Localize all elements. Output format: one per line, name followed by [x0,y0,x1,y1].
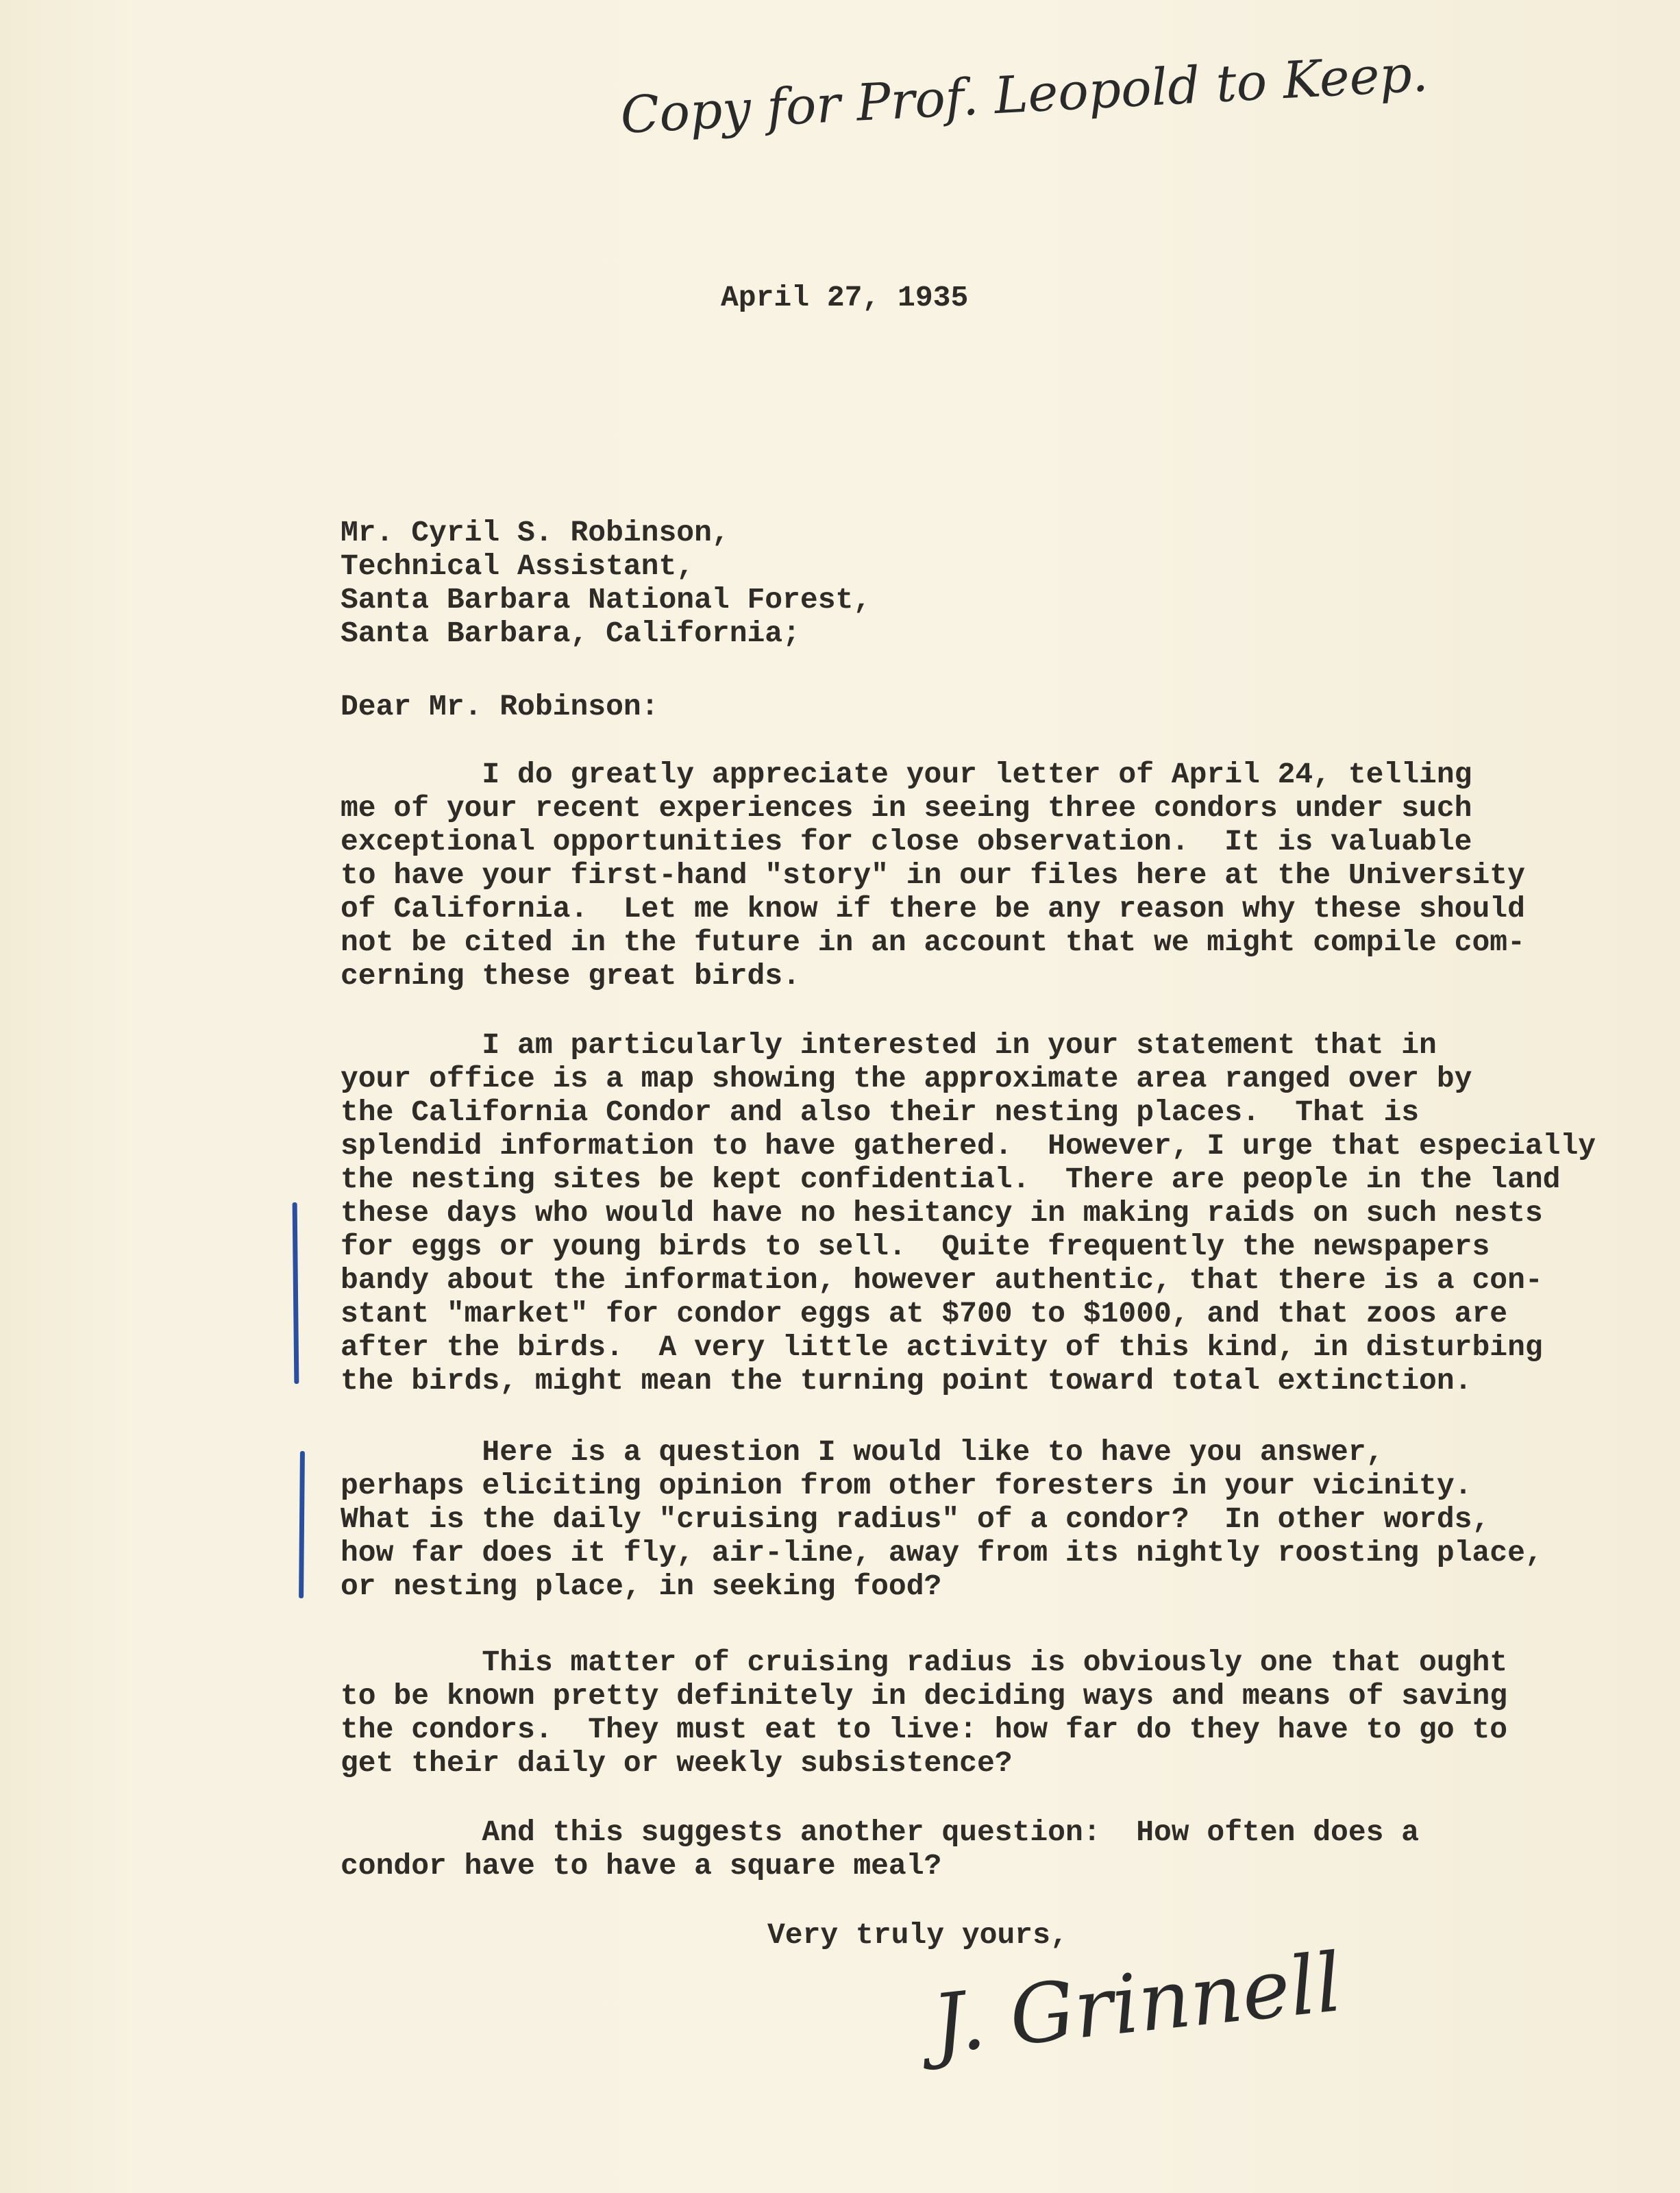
body-line: how far does it fly, air-line, away from its nightly roosting place, [341,1536,1543,1570]
body-line: the birds, might mean the turning point toward total extinction. [341,1364,1472,1398]
body-line: for eggs or young birds to sell. Quite frequently the newspapers [341,1230,1490,1263]
body-line: the condors. They must eat to live: how far do they have to go to [341,1713,1508,1746]
body-line: to be known pretty definitely in deciding ways and means of saving [341,1679,1508,1713]
letter-date: April 27, 1935 [721,281,969,314]
address-line: Santa Barbara National Forest, [341,583,872,617]
body-line: Here is a question I would like to have you answer, [341,1435,1384,1469]
body-line: the nesting sites be kept confidential. There are people in the land [341,1163,1561,1196]
handwritten-annotation: Copy for Prof. Leopold to Keep. [619,44,1430,145]
body-line: get their daily or weekly subsistence? [341,1746,1013,1780]
body-line: stant "market" for condor eggs at $700 to $1000, and that zoos are [341,1297,1508,1330]
body-line: I do greatly appreciate your letter of April 24, telling [341,758,1472,791]
body-line: after the birds. A very little activity of this kind, in disturbing [341,1330,1543,1364]
address-line: Santa Barbara, California; [341,617,800,650]
body-line: perhaps eliciting opinion from other foresters in your vicinity. [341,1469,1472,1502]
body-line: or nesting place, in seeking food? [341,1570,942,1603]
body-line: not be cited in the future in an account that we might compile com- [341,926,1525,959]
address-line: Technical Assistant, [341,549,695,583]
body-line: cerning these great birds. [341,959,800,993]
body-line: the California Condor and also their nesting places. That is [341,1095,1420,1129]
body-line: of California. Let me know if there be any reason why these should [341,892,1525,926]
body-line: splendid information to have gathered. However, I urge that especially [341,1129,1596,1163]
address-line: Mr. Cyril S. Robinson, [341,516,730,549]
body-line: these days who would have no hesitancy in making raids on such nests [341,1196,1543,1230]
body-line: exceptional opportunities for close observation. It is valuable [341,825,1472,858]
body-line: condor have to have a square meal? [341,1849,942,1883]
body-line: What is the daily "cruising radius" of a condor? In other words, [341,1502,1490,1536]
body-line: me of your recent experiences in seeing three condors under such [341,791,1472,825]
body-line: And this suggests another question: How often does a [341,1816,1420,1849]
body-line: This matter of cruising radius is obviously one that ought [341,1646,1508,1679]
body-line: I am particularly interested in your statement that in [341,1028,1437,1062]
closing: Very truly yours, [767,1918,1068,1952]
body-line: your office is a map showing the approximate area ranged over by [341,1062,1472,1095]
signature: J. Grinnell [928,1935,1346,2072]
body-line: bandy about the information, however authentic, that there is a con- [341,1263,1543,1297]
salutation: Dear Mr. Robinson: [341,690,659,723]
body-line: to have your first-hand "story" in our files here at the University [341,858,1525,892]
